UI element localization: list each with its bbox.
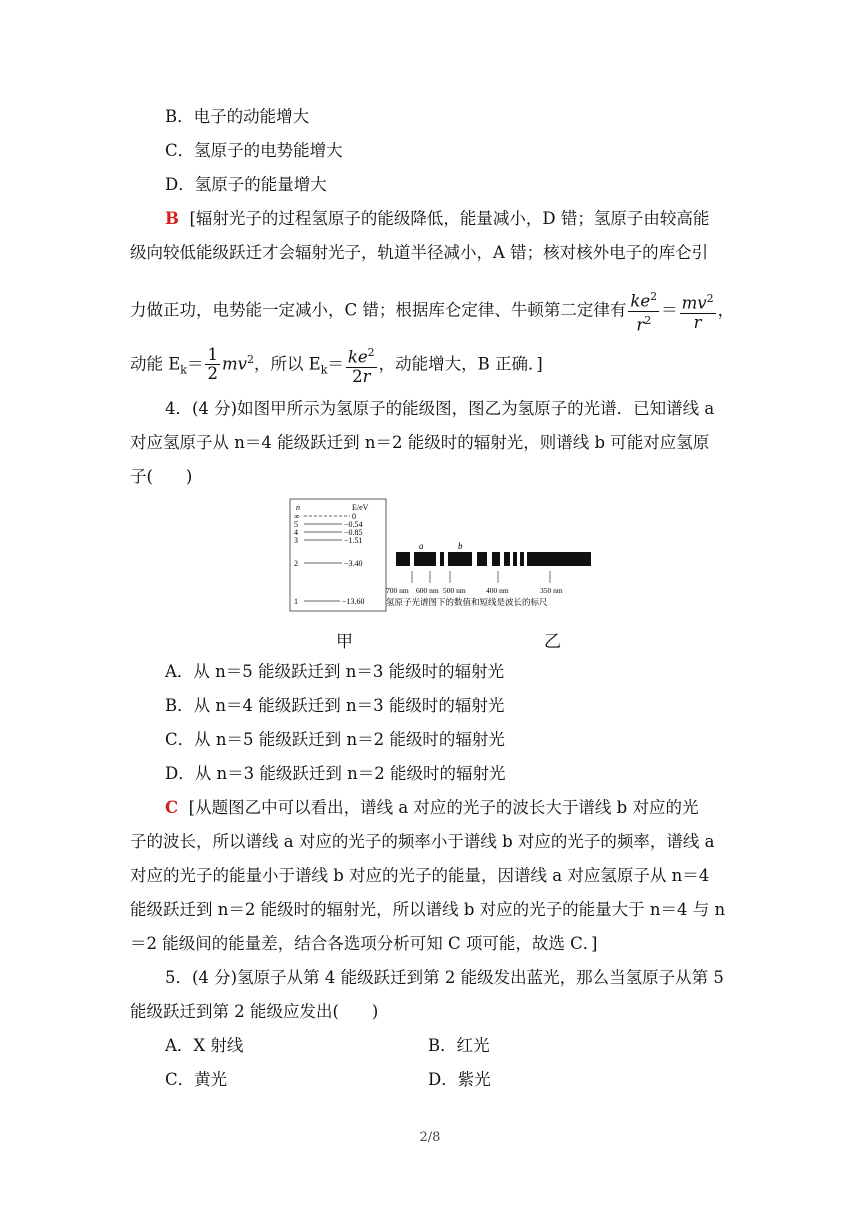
answer4-line4: 能级跃迁到 n＝2 能级时的辐射光，所以谱线 b 对应的光子的能量大于 n＝4 与 n <box>130 900 726 919</box>
level-n-inf: ∞ <box>294 512 300 521</box>
answer4-line3: 对应的光子的能量小于谱线 b 对应的光子的能量，因谱线 a 对应氢原子从 n＝4 <box>130 866 710 885</box>
level-e-3: −1.51 <box>344 536 363 545</box>
level-n-2: 2 <box>294 559 298 568</box>
option-c-prev: C．氢原子的电势能增大 <box>165 141 343 160</box>
hydrogen-figure <box>288 497 608 619</box>
wavelength-700: 700 nm <box>386 586 409 595</box>
spectrum-line-4 <box>448 552 472 566</box>
answer4-text1: [从题图乙中可以看出，谱线 a 对应的光子的波长大于谱线 b 对应的光 <box>188 798 699 817</box>
level-n-4: 4 <box>294 528 298 537</box>
level-e-inf: 0 <box>352 512 356 521</box>
level-n-5: 5 <box>294 520 298 529</box>
answer4-line2: 子的波长，所以谱线 a 对应的光子的频率小于谱线 b 对应的光子的频率，谱线 a <box>130 832 715 851</box>
spectrum-bars <box>396 552 591 566</box>
level-e-2: −3.40 <box>344 559 363 568</box>
q4-option-c: C．从 n＝5 能级跃迁到 n＝2 能级时的辐射光 <box>165 730 505 749</box>
caption-right: 乙 <box>544 632 561 652</box>
q4-option-d: D．从 n＝3 能级跃迁到 n＝2 能级时的辐射光 <box>165 764 506 783</box>
answer3-text1: [辐射光子的过程氢原子的能级降低，能量减小，D 错；氢原子由较高能 <box>189 209 710 228</box>
level-n-3: 3 <box>294 536 298 545</box>
q4-line2: 对应氢原子从 n＝4 能级跃迁到 n＝2 能级时的辐射光，则谱线 b 可能对应氢原 <box>130 433 710 452</box>
spectrum-line-2 <box>414 552 436 566</box>
spectrum-line-10 <box>527 552 591 566</box>
q5-option-a: A．X 射线 <box>165 1036 244 1055</box>
figure-svg <box>288 497 608 615</box>
spectrum-line-1 <box>396 552 410 566</box>
q4-option-a: A．从 n＝5 能级跃迁到 n＝3 能级时的辐射光 <box>165 662 505 681</box>
answer4-line5: ＝2 能级间的能量差，结合各选项分析可知 C 项可能，故选 C．] <box>130 934 598 953</box>
q5-option-d: D．紫光 <box>428 1070 491 1089</box>
energy-header-e: E/eV <box>352 503 369 512</box>
spectrum-line-6 <box>492 552 500 566</box>
answer3-text4c: ，动能增大，B 正确．] <box>378 354 543 374</box>
spectrum-label-b: b <box>458 541 463 551</box>
spectrum-line-9 <box>520 552 524 566</box>
spectrum-line-5 <box>477 552 487 566</box>
spectrum-line-7 <box>504 552 510 566</box>
q4-option-b: B．从 n＝4 能级跃迁到 n＝3 能级时的辐射光 <box>165 696 505 715</box>
answer3-text4b: ，所以 E <box>253 354 321 374</box>
answer3-line3: 力做正功，电势能一定减小，C 错；根据库仑定律、牛顿第二定律有 $\frac{ke^2}{r^2}$ ＝ $\frac{mv^2}{r}$ ， <box>130 290 735 334</box>
spectrum-line-3 <box>440 552 444 566</box>
level-e-4: −0.85 <box>344 528 363 537</box>
wavelength-400: 400 nm <box>486 586 509 595</box>
answer3-line1 <box>165 208 709 230</box>
page-number: 2/8 <box>419 1130 441 1145</box>
energy-header-n: n <box>296 503 300 512</box>
q5-line1: 5．(4 分)氢原子从第 4 能级跃迁到第 2 能级发出蓝光，那么当氢原子从第 5 <box>165 968 724 987</box>
spectrum-line-8 <box>513 552 517 566</box>
spectrum-label-a: a <box>419 541 424 551</box>
spectrum-note: 氢原子光谱图下的数值和短线是波长的标尺 <box>386 597 548 607</box>
answer3-line2: 级向较低能级跃迁才会辐射光子，轨道半径减小，A 错；核对核外电子的库仑引 <box>130 243 709 262</box>
formula-centripetal: $\frac{mv^2}{r}$ <box>681 292 714 332</box>
q5-line2: 能级跃迁到第 2 能级应发出( ) <box>130 1002 379 1021</box>
answer4-letter: C <box>165 798 179 817</box>
wavelength-600: 600 nm <box>416 586 439 595</box>
level-n-1: 1 <box>294 597 298 606</box>
level-e-5: −0.54 <box>344 520 363 529</box>
q4-line3: 子( ) <box>130 467 193 486</box>
answer3-letter: B <box>165 209 179 228</box>
q4-line1: 4．(4 分)如图甲所示为氢原子的能级图，图乙为氢原子的光谱．已知谱线 a <box>165 399 715 418</box>
wavelength-350: 350 nm <box>540 586 563 595</box>
option-d-prev: D．氢原子的能量增大 <box>165 175 327 194</box>
q5-option-b: B．红光 <box>428 1036 490 1055</box>
level-e-1: −13.60 <box>342 597 365 606</box>
option-b-prev: B．电子的动能增大 <box>165 107 310 126</box>
wavelength-500: 500 nm <box>443 586 466 595</box>
q5-option-c: C．黄光 <box>165 1070 228 1089</box>
answer4-line1 <box>165 797 698 819</box>
caption-left: 甲 <box>336 632 353 652</box>
answer3-text3: 力做正功，电势能一定减小，C 错；根据库仑定律、牛顿第二定律有 <box>130 300 627 320</box>
answer3-text4a: 动能 E <box>130 354 181 374</box>
answer3-line4: 动能 $E_k=$ $\frac{1}{2}$ $mv^2$，所以 $E_k=$ $\frac{ke^2}{2r}$ ，动能增大，B 正确．] <box>130 345 543 386</box>
formula-half: $\frac{1}{2}$ <box>207 345 218 384</box>
scale-ticks <box>412 571 550 583</box>
formula-coulomb: $\frac{ke^2}{r^2}$ <box>630 290 658 334</box>
formula-ek: $\frac{ke^2}{2r}$ <box>347 346 375 386</box>
